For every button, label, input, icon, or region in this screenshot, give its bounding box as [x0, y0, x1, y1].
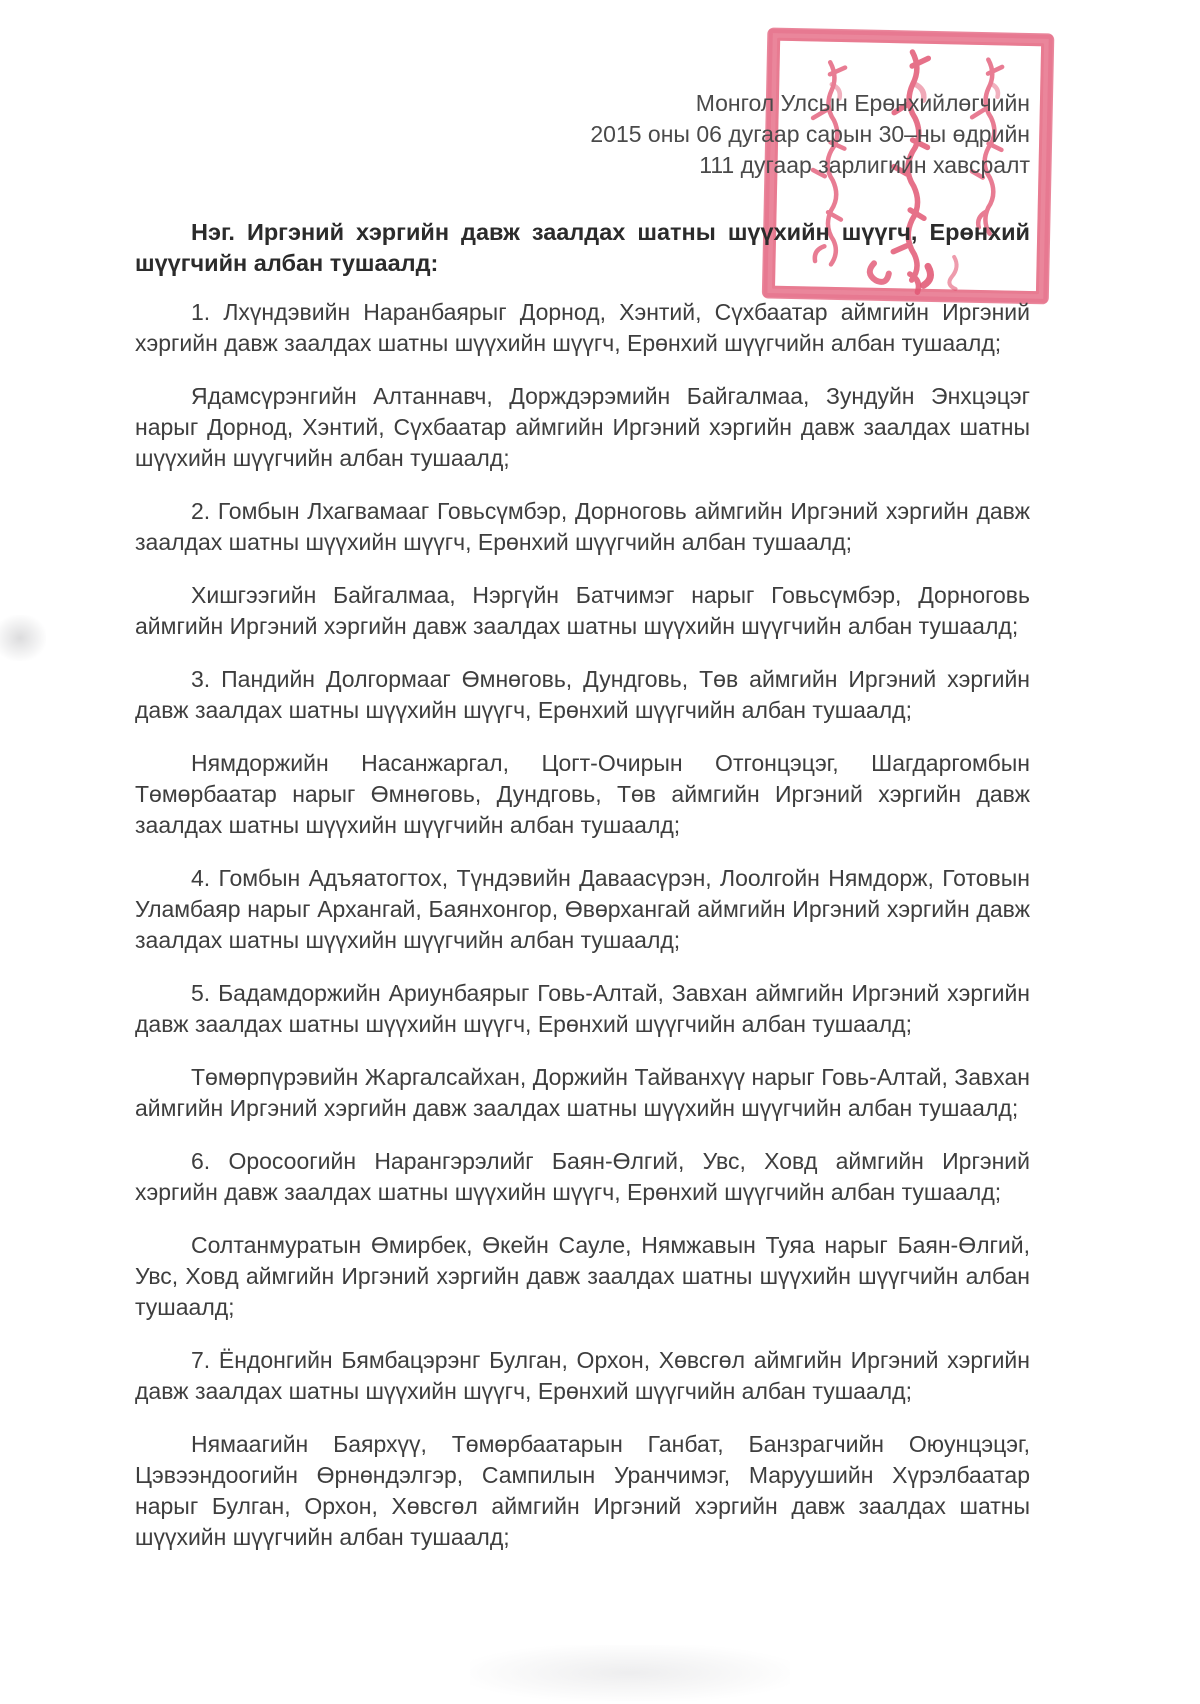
header-line-date: 2015 оны 06 дугаар сарын 30–ны өдрийн [590, 121, 1030, 147]
header-line-authority: Монгол Улсын Ерөнхийлөгчийн [695, 90, 1030, 116]
paragraph-11: Солтанмуратын Өмирбек, Өкейн Сауле, Нямжавын Туяа нарыг Баян-Өлгий, Увс, Ховд аймгийн Иргэний хэргийн давж заалдах шатны шүүхийн шүүгчийн албан тушаалд; [135, 1232, 1030, 1320]
paragraph-9: Төмөрпүрэвийн Жаргалсайхан, Доржийн Тайванхүү нарыг Говь-Алтай, Завхан аймгийн Иргэний хэргийн давж заалдах шатны шүүхийн шүүгчийн албан тушаалд; [135, 1064, 1030, 1121]
paragraph-5: 3. Пандийн Долгормааг Өмнөговь, Дундговь, Төв аймгийн Иргэний хэргийн давж заалдах шатны шүүхийн шүүгч, Ерөнхий шүүгчийн албан тушаалд; [135, 666, 1030, 723]
paragraph-4: Хишгээгийн Байгалмаа, Нэргүйн Батчимэг нарыг Говьсүмбэр, Дорноговь аймгийн Иргэний хэргийн давж заалдах шатны шүүхийн шүүгчийн албан тушаалд; [135, 582, 1030, 639]
paragraph-7: 4. Гомбын Адъяатогтох, Түндэвийн Даваасүрэн, Лоолгойн Нямдорж, Готовын Уламбаяр нарыг Архангай, Баянхонгор, Өвөрхангай аймгийн Иргэний хэргийн давж заалдах шатны шүүхийн шүүгчийн албан тушаалд; [135, 865, 1030, 953]
document-header [135, 88, 1030, 181]
paragraph-10: 6. Оросоогийн Нарангэрэлийг Баян-Өлгий, Увс, Ховд аймгийн Иргэний хэргийн давж заалдах шатны шүүхийн шүүгч, Ерөнхий шүүгчийн албан тушаалд; [135, 1148, 1030, 1205]
paragraph-13: Нямаагийн Баярхүү, Төмөрбаатарын Ганбат, Банзрагчийн Оюунцэцэг, Цэвээндоогийн Өрнөндэлгэр, Сампилын Уранчимэг, Маруушийн Хүрэлбаатар нарыг Булган, Орхон, Хөвсгөл аймгийн Иргэний хэргийн давж заалдах шатны шүүхийн шүүгчийн албан тушаалд; [135, 1431, 1030, 1550]
paragraph-8: 5. Бадамдоржийн Ариунбаярыг Говь-Алтай, Завхан аймгийн Иргэний хэргийн давж заалдах шатны шүүхийн шүүгч, Ерөнхий шүүгчийн албан тушаалд; [135, 980, 1030, 1037]
scan-artifact-bottom-smudge [470, 1645, 790, 1701]
section-title: Нэг. Иргэний хэргийн давж заалдах шатны шүүхийн шүүгч, Ерөнхий шүүгчийн албан тушаалд: [135, 219, 1030, 276]
scan-artifact-left-smudge [0, 615, 46, 661]
paragraph-2: Ядамсүрэнгийн Алтаннавч, Дорждэрэмийн Байгалмаа, Зундуйн Энхцэцэг нарыг Дорнод, Хэнтий, Сүхбаатар аймгийн Иргэний хэргийн давж заалдах шатны шүүхийн шүүгчийн албан тушаалд; [135, 383, 1030, 471]
document-body [135, 297, 1030, 1553]
paragraph-12: 7. Ёндонгийн Бямбацэрэнг Булган, Орхон, Хөвсгөл аймгийн Иргэний хэргийн давж заалдах шатны шүүхийн шүүгч, Ерөнхий шүүгчийн албан тушаалд; [135, 1347, 1030, 1404]
paragraph-6: Нямдоржийн Насанжаргал, Цогт-Очирын Отгонцэцэг, Шагдаргомбын Төмөрбаатар нарыг Өмнөговь, Дундговь, Төв аймгийн Иргэний хэргийн давж заалдах шатны шүүхийн шүүгчийн албан тушаалд; [135, 750, 1030, 838]
paragraph-1: 1. Лхүндэвийн Наранбаярыг Дорнод, Хэнтий, Сүхбаатар аймгийн Иргэний хэргийн давж заалдах шатны шүүхийн шүүгч, Ерөнхий шүүгчийн албан тушаалд; [135, 299, 1030, 356]
paragraph-3: 2. Гомбын Лхагвамааг Говьсүмбэр, Дорноговь аймгийн Иргэний хэргийн давж заалдах шатны шүүхийн шүүгч, Ерөнхий шүүгчийн албан тушаалд; [135, 498, 1030, 555]
header-line-decree: 111 дугаар зарлигийн хавсралт [699, 152, 1030, 178]
document-content [135, 88, 1030, 1575]
